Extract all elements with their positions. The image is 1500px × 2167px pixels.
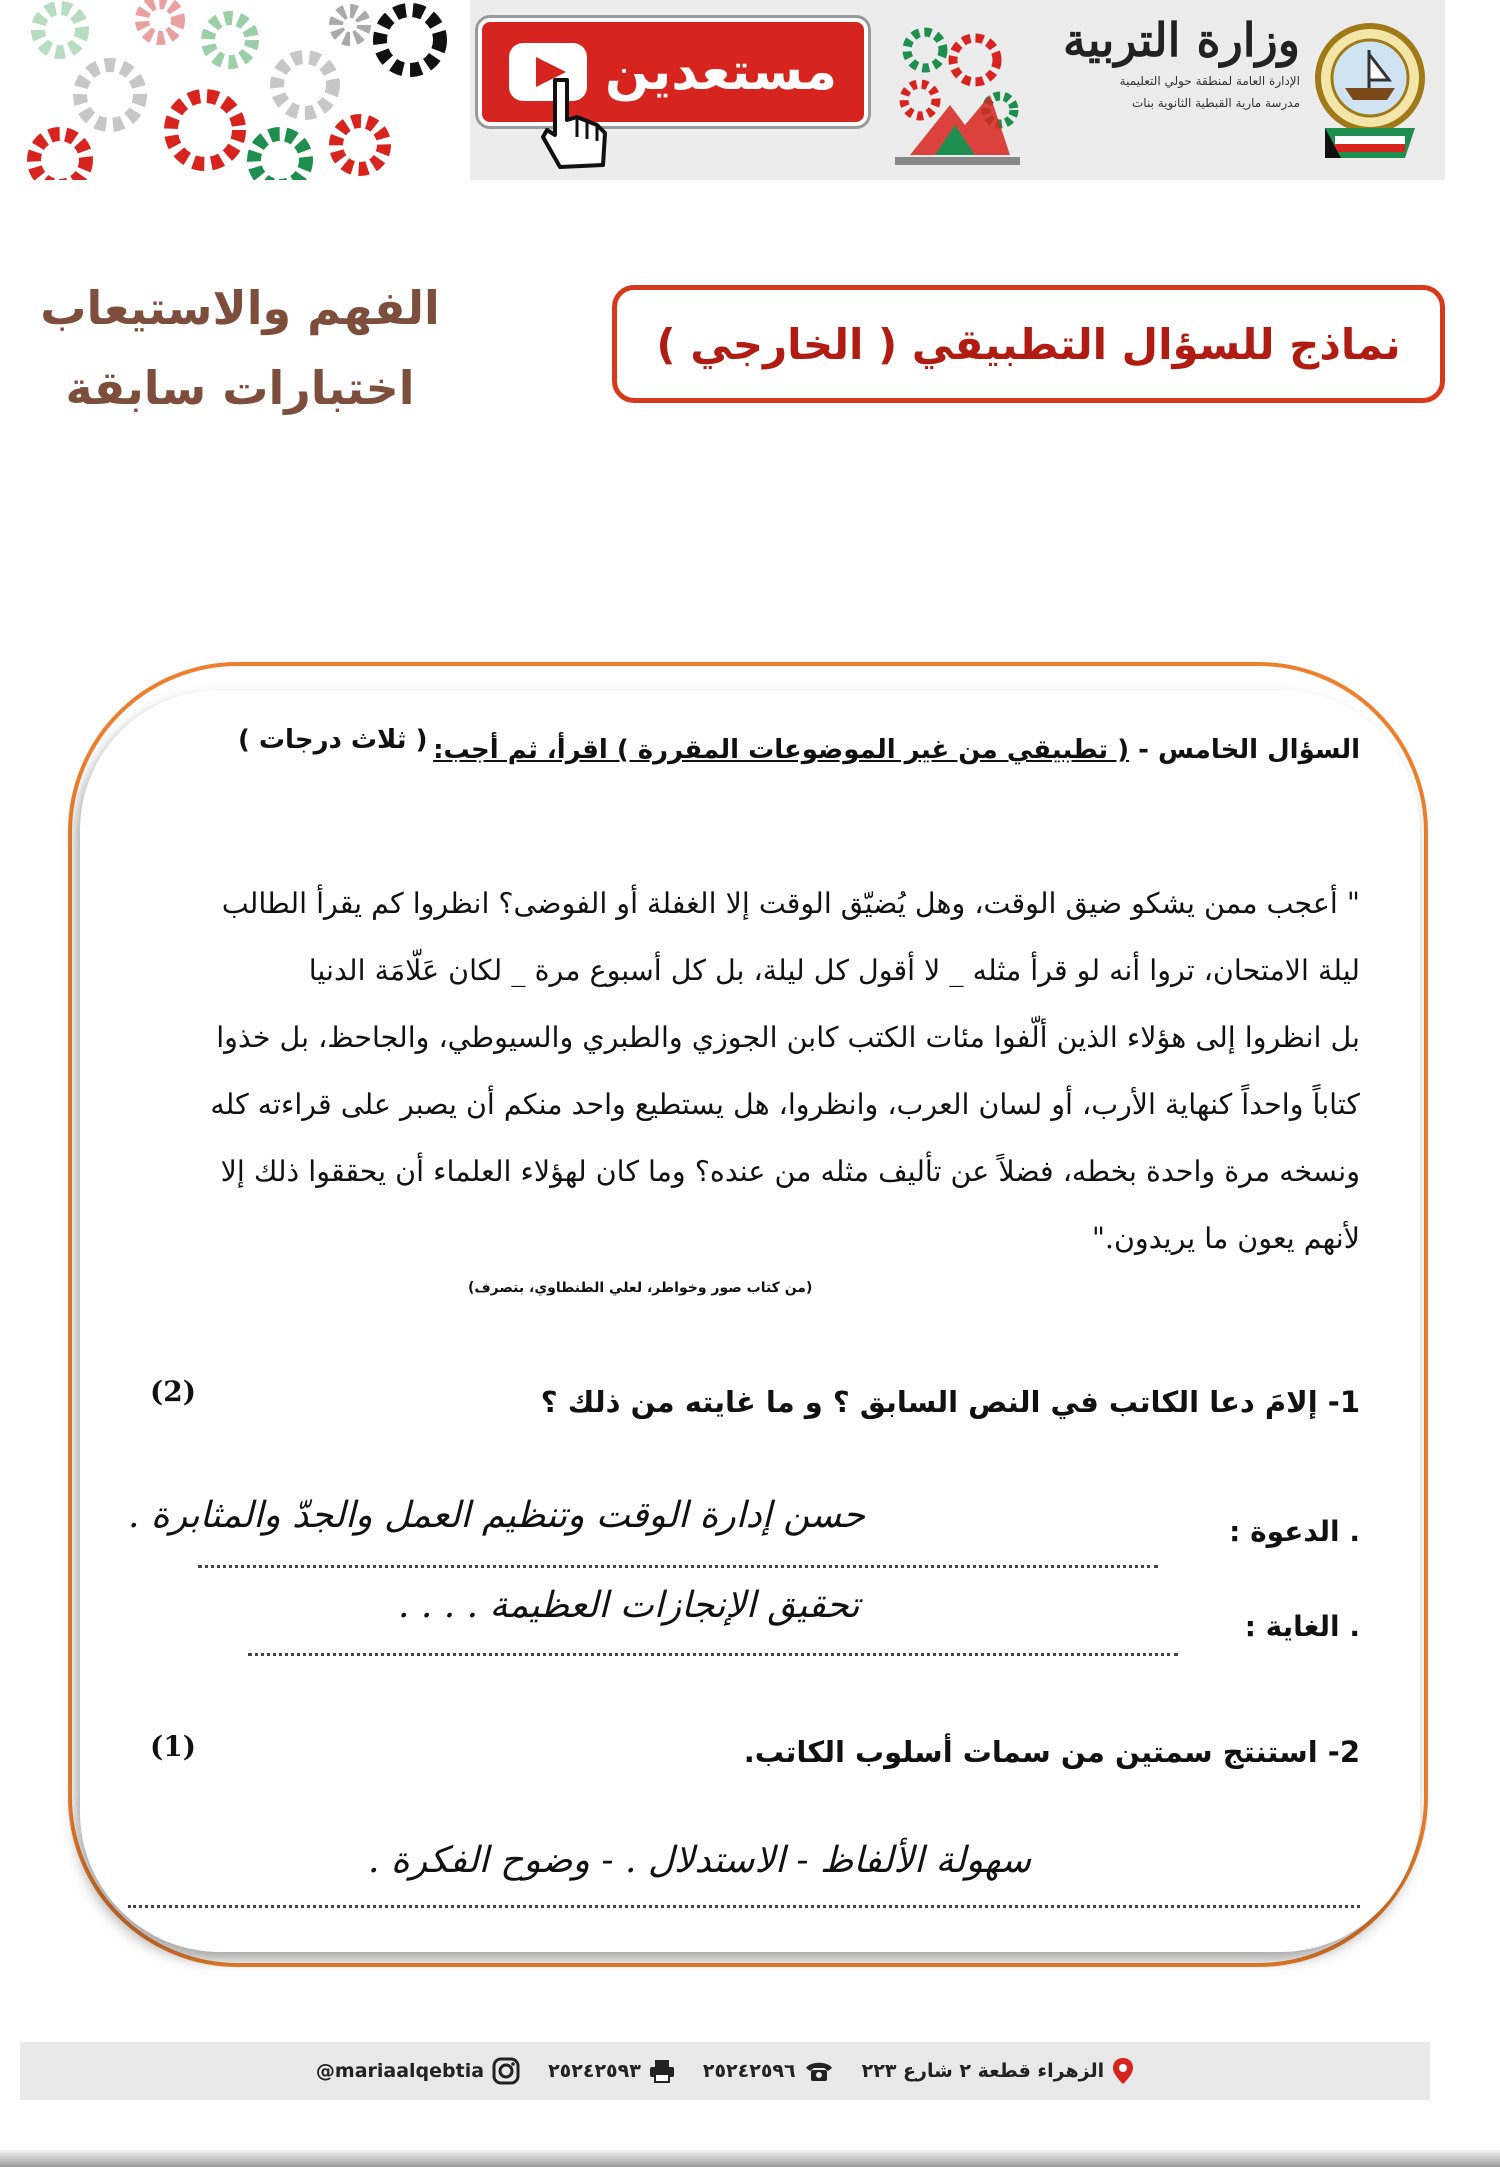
phone-number: ٢٥٢٤٢٥٩٦ — [702, 2060, 796, 2082]
goal-answer-row — [1245, 1610, 1360, 1643]
phone-item[interactable] — [703, 2060, 834, 2082]
location-pin-icon — [1112, 2057, 1134, 2085]
call-label: . الدعوة : — [1229, 1515, 1360, 1548]
fax-printer-icon — [649, 2059, 675, 2083]
passage-line: ليلة الامتحان، تروا أنه لو قرأ مثله _ لا أقول كل ليلة، بل كل أسبوع مرة _ لكان عَلّامَة الدنيا — [308, 954, 1360, 987]
passage-line: لأنهم يعون ما يريدون." — [1091, 1222, 1360, 1255]
school-name: مدرسة مارية القبطية الثانوية بنات — [1132, 96, 1300, 110]
passage-line: كتاباً واحداً كنهاية الأرب، أو لسان العرب، وانظروا، هل يستطيع واحد منكم أن يصبر على قراءته كله — [210, 1088, 1360, 1121]
q2-answer-line — [128, 1905, 1360, 1908]
reading-passage — [128, 870, 1360, 1272]
question-1: 1- إلامَ دعا الكاتب في النص السابق ؟ و ما غايته من ذلك ؟ — [540, 1385, 1360, 1419]
side-title-line1: الفهم والاستيعاب — [40, 281, 440, 335]
q2-handwritten-answer: سهولة الألفاظ - الاستدلال . - وضوح الفكرة . — [368, 1840, 1032, 1881]
question-1-score: (2) — [150, 1375, 196, 1408]
call-answer-row — [1229, 1515, 1360, 1548]
gears-decoration-icon — [20, 0, 460, 180]
section-prefix: السؤال الخامس - — [1138, 735, 1360, 765]
kuwait-emblem-icon — [1305, 8, 1435, 173]
school-gear-logo-icon — [880, 15, 1030, 170]
cta-label: مستعدين — [604, 42, 838, 102]
fax-item[interactable] — [548, 2059, 675, 2083]
instagram-item[interactable] — [316, 2057, 520, 2085]
footer — [20, 2042, 1430, 2100]
question-marks: ( ثلاث درجات ) — [238, 725, 428, 755]
question-header — [128, 725, 1360, 785]
ministry-title: وزارة التربية — [1063, 13, 1300, 67]
exam-scan — [128, 725, 1360, 1940]
passage-line: ونسخه مرة واحدة بخطه، فضلاً عن تأليف مثله من عنده؟ وما كان لهؤلاء العلماء أن يحققوا ذلك إلا — [220, 1155, 1360, 1188]
instagram-icon — [492, 2057, 520, 2085]
question-2: 2- استنتج سمتين من سمات أسلوب الكاتب. — [743, 1735, 1360, 1769]
main-title: نماذج للسؤال التطبيقي ( الخارجي ) — [612, 285, 1445, 403]
goal-handwritten-answer: تحقيق الإنجازات العظيمة . . . . — [398, 1585, 860, 1626]
ministry-block — [1010, 10, 1300, 170]
goal-answer-line — [248, 1653, 1178, 1656]
section-heading — [433, 735, 1360, 765]
phone-icon — [804, 2060, 834, 2082]
side-title-line2: اختبارات سابقة — [65, 361, 415, 415]
call-handwritten-answer: حسن إدارة الوقت وتنظيم العمل والجدّ والمثابرة . — [128, 1495, 865, 1536]
hand-cursor-icon — [525, 75, 615, 175]
address-item — [862, 2057, 1135, 2085]
section-instructions: ( تطبيقي من غير الموضوعات المقررة ) اقرأ، ثم أجب: — [433, 735, 1130, 765]
passage-source: (من كتاب صور وخواطر، لعلي الطنطاوي، بتصرف) — [468, 1280, 813, 1296]
bottom-rule — [0, 2150, 1500, 2167]
ministry-department: الإدارة العامة لمنطقة حولي التعليمية — [1119, 74, 1300, 88]
instagram-handle: @mariaalqebtia — [315, 2060, 485, 2082]
call-answer-line — [198, 1565, 1158, 1568]
side-title — [20, 268, 460, 428]
goal-label: . الغاية : — [1244, 1610, 1360, 1643]
fax-number: ٢٥٢٤٢٥٩٣ — [548, 2060, 641, 2082]
address-text: الزهراء قطعة ٢ شارع ٢٢٣ — [861, 2060, 1105, 2082]
passage-line: " أعجب ممن يشكو ضيق الوقت، وهل يُضيّق الوقت إلا الغفلة أو الفوضى؟ انظروا كم يقرأ الطالب — [221, 887, 1360, 920]
passage-line: بل انظروا إلى هؤلاء الذين ألّفوا مئات الكتب كابن الجوزي والطبري والسيوطي، والجاحظ، بل خذوا — [216, 1021, 1360, 1054]
question-2-score: (1) — [150, 1730, 196, 1763]
